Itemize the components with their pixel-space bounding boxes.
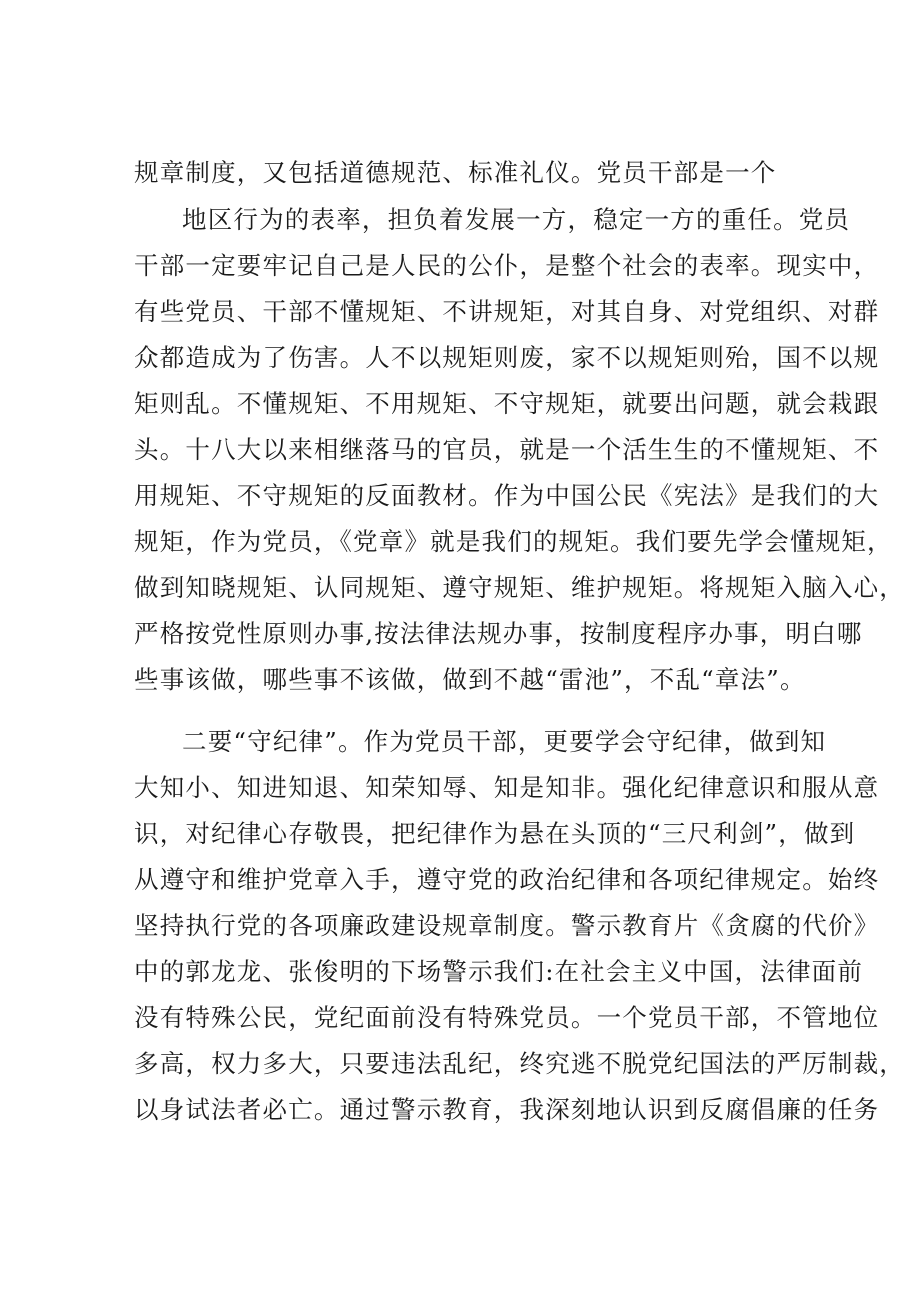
- text-line: 做到知晓规矩、认同规矩、遵守规矩、维护规矩。将规矩入脑入心，: [134, 573, 905, 602]
- text-line: 用规矩、不守规矩的反面教材。作为中国公民《宪法》是我们的大: [134, 481, 880, 510]
- fragment-paragraph: [134, 150, 814, 196]
- text-line: 大知小、知进知退、知荣知辱、知是知非。强化纪律意识和服从意: [134, 773, 880, 802]
- paragraph-1: [134, 197, 905, 703]
- text-line: 规矩，作为党员，《党章》就是我们的规矩。我们要先学会懂规矩，: [134, 527, 893, 556]
- text-line: 严格按党性原则办事,按法律法规办事，按制度程序办事，明白哪: [134, 619, 863, 648]
- text-line: 众都造成为了伤害。人不以规矩则废，家不以规矩则殆，国不以规: [134, 343, 880, 372]
- text-line: 规章制度，又包括道德规范、标准礼仪。党员干部是一个: [134, 158, 777, 187]
- text-line: 识，对纪律心存敬畏，把纪律作为悬在头顶的“三尺利剑”，做到: [134, 819, 856, 848]
- text-line: 地区行为的表率，担负着发展一方，稳定一方的重任。党员: [182, 205, 851, 234]
- text-line: 干部一定要牢记自己是人民的公仆，是整个社会的表率。现实中，: [134, 251, 880, 280]
- paragraph-2: [134, 719, 905, 1133]
- text-line: 从遵守和维护党章入手，遵守党的政治纪律和各项纪律规定。始终: [134, 865, 880, 894]
- text-line: 坚持执行党的各项廉政建设规章制度。警示教育片《贪腐的代价》: [134, 911, 880, 940]
- text-line: 多高，权力多大，只要违法乱纪，终究逃不脱党纪国法的严厉制裁，: [134, 1049, 905, 1078]
- text-line: 以身试法者必亡。通过警示教育，我深刻地认识到反腐倡廉的任务: [134, 1095, 880, 1124]
- text-line: 些事该做，哪些事不该做，做到不越“雷池”，不乱“章法”。: [134, 665, 806, 694]
- text-line: 有些党员、干部不懂规矩、不讲规矩，对其自身、对党组织、对群: [134, 297, 880, 326]
- text-line: 矩则乱。不懂规矩、不用规矩、不守规矩，就要出问题，就会栽跟: [134, 389, 880, 418]
- text-line: 没有特殊公民，党纪面前没有特殊党员。一个党员干部，不管地位: [134, 1003, 880, 1032]
- text-line: 头。十八大以来相继落马的官员，就是一个活生生的不懂规矩、不: [134, 435, 880, 464]
- text-line: 二要“守纪律”。作为党员干部，更要学会守纪律，做到知: [182, 727, 827, 756]
- text-line: 中的郭龙龙、张俊明的下场警示我们:在社会主义中国，法律面前: [134, 957, 864, 986]
